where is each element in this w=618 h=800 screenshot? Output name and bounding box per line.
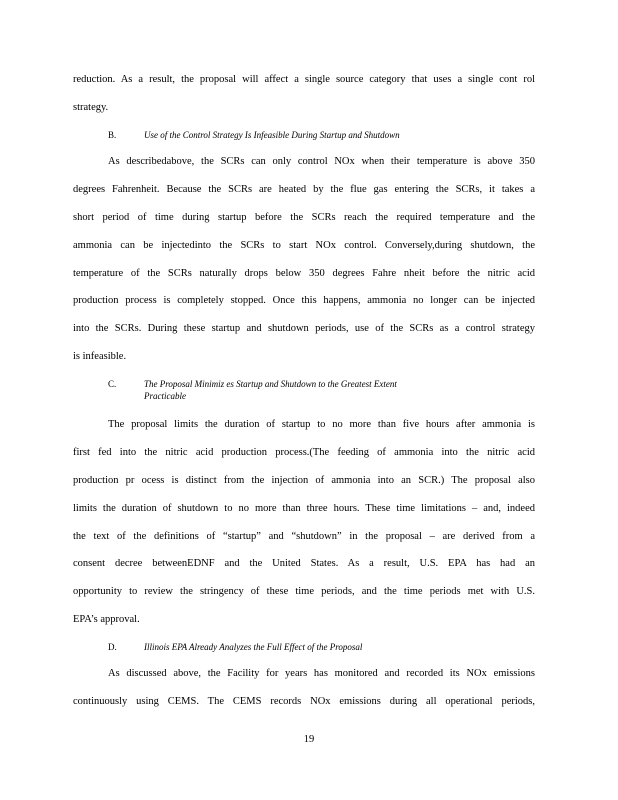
heading-text: The Proposal Minimiz es Startup and Shutdown to the Greatest Extent	[144, 379, 397, 389]
heading-continuation: Practicable	[144, 391, 186, 401]
heading-text: Use of the Control Strategy Is Infeasible During Startup and Shutdown	[144, 130, 400, 140]
body-line: opportunity to review the stringency of these time periods, and the time periods met with U.S.	[73, 586, 535, 597]
body-line: As describedabove, the SCRs can only control NOx when their temperature is above 350	[108, 156, 535, 167]
heading-label: B.	[108, 130, 117, 140]
body-line: degrees Fahrenheit. Because the SCRs are heated by the flue gas entering the SCRs, it takes a	[73, 184, 535, 195]
body-line: temperature of the SCRs naturally drops below 350 degrees Fahre nheit before the nitric acid	[73, 268, 535, 279]
body-line: EPA’s approval.	[73, 614, 140, 625]
body-line: reduction. As a result, the proposal will affect a single source category that uses a single cont rol	[73, 74, 535, 85]
heading-label: C.	[108, 379, 117, 389]
body-line: the text of the definitions of “startup” and “shutdown” in the proposal – are derived from a	[73, 531, 535, 542]
body-line: As discussed above, the Facility for years has monitored and recorded its NOx emissions	[108, 668, 535, 679]
body-line: production pr ocess is distinct from the injection of ammonia into an SCR.) The proposal also	[73, 475, 535, 486]
heading-label: D.	[108, 642, 117, 652]
body-line: production process is completely stopped. Once this happens, ammonia no longer can be injected	[73, 295, 535, 306]
body-line: into the SCRs. During these startup and shutdown periods, use of the SCRs as a control strategy	[73, 323, 535, 334]
page-number: 19	[303, 734, 315, 745]
body-line: strategy.	[73, 102, 109, 113]
body-line: The proposal limits the duration of startup to no more than five hours after ammonia is	[108, 419, 535, 430]
body-line: first fed into the nitric acid production process.(The feeding of ammonia into the nitric acid	[73, 447, 535, 458]
heading-text: Illinois EPA Already Analyzes the Full Effect of the Proposal	[144, 642, 363, 652]
body-line: limits the duration of shutdown to no more than three hours. These time limitations – and, indeed	[73, 503, 535, 514]
section-heading-d	[108, 642, 362, 653]
body-line: continuously using CEMS. The CEMS records NOx emissions during all operational periods,	[73, 696, 535, 707]
body-line: consent decree betweenEDNF and the United States. As a result, U.S. EPA has had an	[73, 558, 535, 569]
body-line: ammonia can be injectedinto the SCRs to start NOx control. Conversely,during shutdown, the	[73, 240, 535, 251]
section-heading-b	[108, 130, 400, 141]
section-heading-c	[108, 379, 397, 390]
body-line: short period of time during startup before the SCRs reach the required temperature and the	[73, 212, 535, 223]
body-line: is infeasible.	[73, 351, 127, 362]
